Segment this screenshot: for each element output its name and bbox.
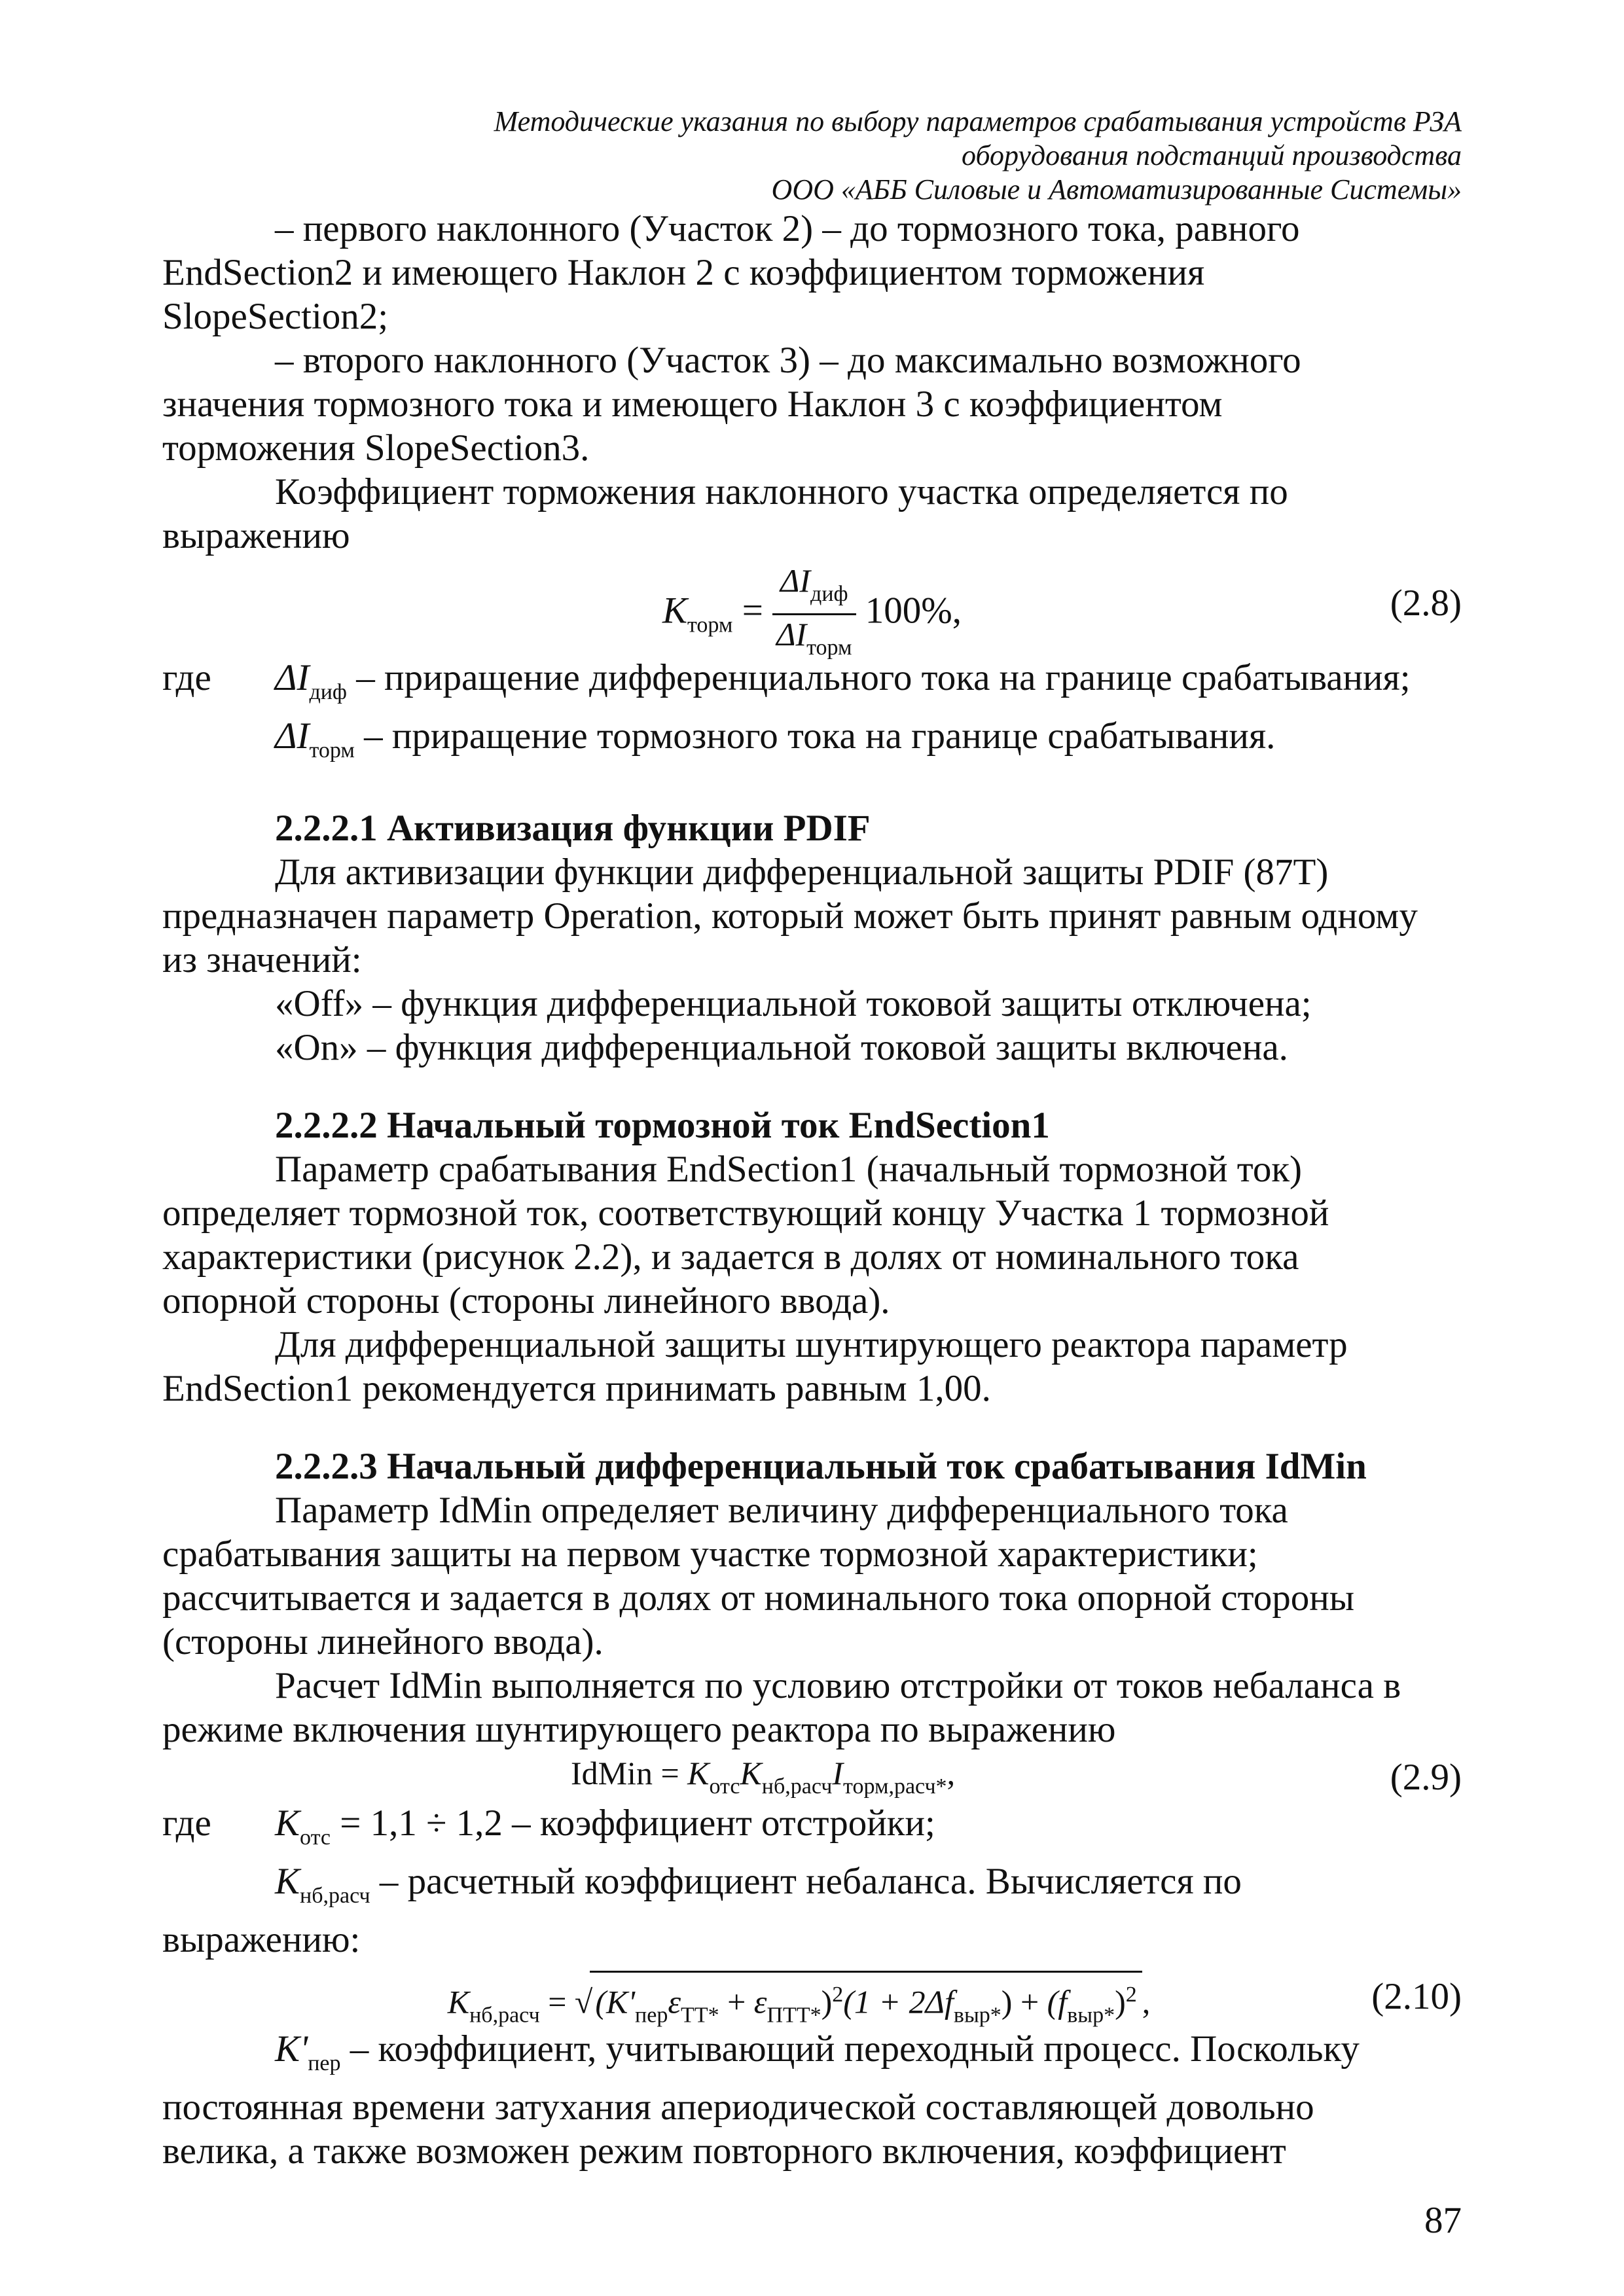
def-text: – приращение тормозного тока на границе срабатывания. [364, 715, 1276, 757]
formula-sub: нб,расч [761, 1774, 833, 1799]
def-sub: отс [300, 1825, 331, 1850]
paragraph-line: из значений: [162, 939, 362, 980]
def-text: – расчетный коэффициент небаланса. Вычисляется по [379, 1861, 1242, 1902]
bracket: ) [1115, 1983, 1126, 2020]
def-text: = 1,1 ÷ 1,2 – коэффициент отстройки; [340, 1803, 935, 1844]
formula-lhs: IdMin = [570, 1755, 679, 1791]
formula-var: K [687, 1755, 710, 1791]
where-label: где [162, 1803, 211, 1844]
formula-number: (2.9) [1390, 1757, 1462, 1798]
page-number: 87 [1424, 2200, 1462, 2241]
paragraph-line: определяет тормозной ток, соответствующий концу Участка 1 тормозной [162, 1193, 1329, 1234]
paragraph-line: Расчет IdMin выполняется по условию отстройки от токов небаланса в [275, 1665, 1401, 1706]
paragraph-line: SlopeSection2; [162, 296, 389, 337]
term: (1 + 2Δf [843, 1983, 954, 2020]
paragraph-line: опорной стороны (стороны линейного ввода). [162, 1280, 890, 1321]
paragraph-line: предназначен параметр Operation, который может быть принят равным одному [162, 895, 1418, 937]
section-heading: 2.2.2.2 Начальный тормозной ток EndSection1 [275, 1105, 1050, 1146]
section-heading: 2.2.2.3 Начальный дифференциальный ток срабатывания IdMin [275, 1446, 1367, 1487]
def-var: K [275, 1861, 300, 1902]
formula-var: K [662, 590, 688, 632]
operator: + [727, 1983, 746, 2020]
formula-number: (2.10) [1371, 1976, 1462, 2017]
paragraph-line: Параметр срабатывания EndSection1 (начальный тормозной ток) [275, 1149, 1303, 1190]
formula-sub: нб,расч [469, 2003, 540, 2028]
paragraph-line: значения тормозного тока и имеющего Наклон 3 с коэффициентом [162, 384, 1223, 425]
header-line-1: Методические указания по выбору параметров срабатывания устройств РЗА [494, 105, 1462, 137]
paragraph-line: – первого наклонного (Участок 2) – до тормозного тока, равного [275, 208, 1300, 249]
term: (K' [595, 1983, 636, 2020]
equals-sign: = [548, 1983, 567, 2020]
formula-sub: отс [709, 1774, 740, 1799]
denominator-sub: торм [806, 636, 852, 660]
paragraph-line: Для дифференциальной защиты шунтирующего реактора параметр [275, 1324, 1348, 1365]
paragraph-line: EndSection2 и имеющего Наклон 2 с коэффициентом торможения [162, 252, 1205, 293]
numerator-sub: диф [810, 582, 848, 606]
header-line-2: оборудования подстанций производства [962, 139, 1462, 171]
def-sub: пер [308, 2051, 341, 2075]
list-item: «On» – функция дифференциальной токовой защиты включена. [275, 1027, 1288, 1068]
term-sub: выр* [1067, 2003, 1115, 2028]
def-var: ΔI [275, 657, 310, 698]
term: ε [753, 1983, 767, 2020]
fraction [772, 562, 856, 667]
definition-row [162, 1801, 1462, 1859]
term-sub: пер [635, 2003, 668, 2028]
def-var: K' [275, 2028, 308, 2070]
term-sub: TT* [681, 2003, 719, 2028]
paragraph-line: характеристики (рисунок 2.2), и задается в долях от номинального тока [162, 1236, 1299, 1278]
paragraph-line: EndSection1 рекомендуется принимать равным 1,00. [162, 1368, 991, 1409]
where-label: где [162, 657, 211, 698]
paragraph-line: – второго наклонного (Участок 3) – до максимально возможного [275, 340, 1301, 381]
def-text: – коэффициент, учитывающий переходный процесс. Поскольку [350, 2028, 1360, 2070]
term: (f [1047, 1983, 1068, 2020]
header-line-3: ООО «АББ Силовые и Автоматизированные Системы» [771, 173, 1462, 206]
formula-tail: , [1142, 1983, 1151, 2020]
denominator-var: ΔI [776, 616, 807, 653]
formula-sub: торм [687, 613, 733, 637]
operator: + [1020, 1983, 1039, 2020]
paragraph-line: Коэффициент торможения наклонного участка определяется по [275, 471, 1288, 512]
formula-sub: торм,расч* [843, 1774, 947, 1799]
paragraph-line: рассчитывается и задается в долях от номинального тока опорной стороны [162, 1577, 1355, 1619]
paragraph-line: Для активизации функции дифференциальной защиты PDIF (87T) [275, 852, 1329, 893]
formula-number: (2.8) [1390, 583, 1462, 624]
term-sub: ПТТ* [767, 2003, 821, 2028]
def-var: ΔI [275, 715, 310, 757]
page-body [162, 207, 1462, 2173]
list-item: «Off» – функция дифференциальной токовой защиты отключена; [275, 983, 1312, 1024]
definition-row [162, 714, 1462, 772]
radicand [590, 1971, 1142, 2037]
formula-var: I [832, 1755, 844, 1791]
running-header [349, 105, 1462, 207]
paragraph-line: постоянная времени затухания апериодической составляющей довольно [162, 2087, 1314, 2128]
paragraph-line: выражению [162, 515, 350, 556]
sqrt-icon: √ [574, 1983, 593, 2020]
definition-row [162, 1859, 1462, 1918]
formula-2-10 [162, 1962, 1462, 2027]
def-var: K [275, 1803, 300, 1844]
paragraph-line: (стороны линейного ввода). [162, 1621, 604, 1662]
term-sub: выр* [953, 2003, 1001, 2028]
formula-var: K [447, 1983, 470, 2020]
bracket: ) [821, 1983, 833, 2020]
def-text: – приращение дифференциального тока на границе срабатывания; [356, 657, 1411, 698]
formula-tail: , [947, 1755, 956, 1791]
term: ε [668, 1983, 681, 2020]
paragraph-line: режиме включения шунтирующего реактора по выражению [162, 1709, 1116, 1750]
def-sub: диф [309, 680, 347, 704]
section-heading: 2.2.2.1 Активизация функции PDIF [275, 808, 871, 849]
exponent: 2 [1125, 1982, 1137, 2007]
formula-2-8: $K_{торм}$ = $\frac{\Delta I_{диф}}{\Delta I_{торм}}$ 100%, (2.8) [162, 558, 1462, 656]
def-sub: торм [309, 738, 355, 762]
paragraph-line: выражению: [162, 1919, 361, 1960]
formula-2-9 [162, 1751, 1462, 1801]
formula-tail: 100%, [865, 590, 962, 632]
formula-var: K [740, 1755, 762, 1791]
paragraph-line: торможения SlopeSection3. [162, 427, 590, 469]
paragraph-line: срабатывания защиты на первом участке тормозной характеристики; [162, 1534, 1258, 1575]
bracket: ) [1001, 1983, 1013, 2020]
paragraph-line: велика, а также возможен режим повторного включения, коэффициент [162, 2130, 1286, 2172]
def-sub: нб,расч [300, 1884, 370, 1908]
numerator-var: ΔI [780, 562, 811, 599]
exponent: 2 [832, 1982, 844, 2007]
paragraph-line: Параметр IdMin определяет величину дифференциального тока [275, 1490, 1288, 1531]
